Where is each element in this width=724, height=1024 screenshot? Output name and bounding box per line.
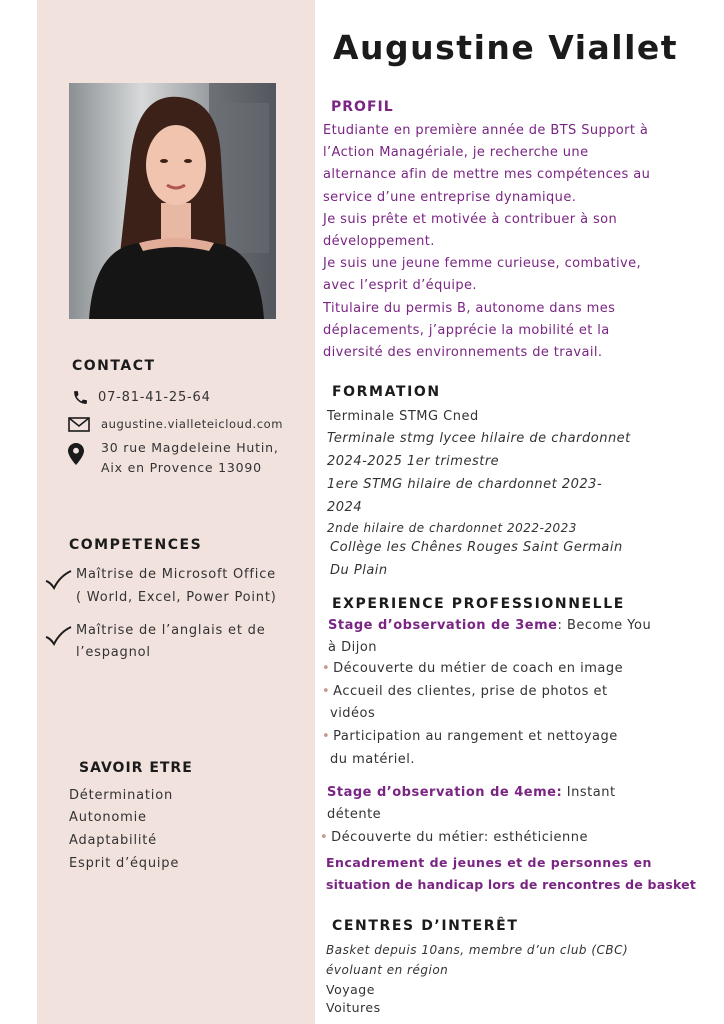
bullet-continuation: vidéos [330, 706, 376, 721]
encadrement-line2: situation de handicap lors de rencontres de basket [326, 877, 697, 892]
profil-line: Je suis une jeune femme curieuse, combative, [323, 256, 642, 272]
stage-1-heading [328, 618, 651, 633]
bullet-text: Découverte du métier: esthéticienne [331, 830, 588, 845]
bullet-text: Accueil des clientes, prise de photos et [333, 684, 608, 699]
stage-2-place: Instant [562, 785, 616, 800]
contact-address-line1: 30 rue Magdeleine Hutin, [101, 440, 279, 455]
bullet-text: Découverte du métier de coach en image [333, 661, 624, 676]
interets-title: CENTRES D’INTERÊT [332, 918, 519, 934]
profil-line: avec l’esprit d’équipe. [323, 278, 477, 294]
savoir-etre-title: SAVOIR ETRE [79, 760, 193, 776]
savoir-etre-item: Détermination [69, 788, 174, 803]
interet-line: évoluant en région [326, 963, 449, 977]
profil-line: Je suis prête et motivée à contribuer à son [323, 211, 618, 227]
mail-icon [68, 417, 90, 432]
competences-title: COMPETENCES [69, 537, 203, 553]
experience-title: EXPERIENCE PROFESSIONNELLE [332, 596, 625, 612]
formation-line: Terminale stmg lycee hilaire de chardonnet [327, 431, 631, 446]
formation-line: Collège les Chênes Rouges Saint Germain [330, 540, 623, 555]
profil-text [323, 120, 673, 364]
contact-email: augustine.vialleteicloud.com [101, 417, 284, 431]
profil-line: déplacements, j’apprécie la mobilité et la [323, 322, 610, 338]
formation-line: Terminale STMG Cned [327, 409, 479, 424]
experience-bullet: • Découverte du métier: esthéticienne [320, 830, 588, 845]
savoir-etre-item: Adaptabilité [69, 833, 157, 848]
competence-1-line1: Maîtrise de Microsoft Office [76, 567, 276, 582]
formation-line: 2024-2025 1er trimestre [327, 454, 500, 469]
formation-line: 2nde hilaire de chardonnet 2022-2023 [327, 521, 577, 535]
profil-title: PROFIL [331, 99, 394, 115]
formation-line: Du Plain [330, 563, 388, 578]
stage-2-place-line2: détente [327, 807, 382, 822]
profil-line: service d’une entreprise dynamique. [323, 189, 577, 205]
savoir-etre-item: Autonomie [69, 810, 147, 825]
profil-line: Titulaire du permis B, autonome dans mes [323, 300, 616, 316]
stage-2-label: Stage d’observation de 4eme: [327, 785, 563, 800]
profil-line: développement. [323, 234, 435, 250]
contact-title: CONTACT [72, 358, 156, 374]
profil-line: alternance afin de mettre mes compétences au [323, 167, 651, 183]
profil-line: diversité des environnements de travail. [323, 345, 603, 361]
stage-2-heading [327, 785, 616, 800]
savoir-etre-item: Esprit d’équipe [69, 856, 180, 871]
interet-line: Voyage [326, 982, 375, 997]
profil-line: Etudiante en première année de BTS Support à [323, 123, 649, 138]
profil-line: l’Action Managériale, je recherche une [323, 145, 589, 161]
phone-icon [72, 389, 89, 406]
experience-bullet: • Participation au rangement et nettoyage [322, 729, 618, 744]
experience-bullet: • Découverte du métier de coach en image [322, 661, 624, 676]
full-name: Augustine Viallet [333, 28, 679, 67]
interet-line: Voitures [326, 1000, 381, 1015]
checkmark-icon [44, 570, 72, 590]
bullet-text: Participation au rangement et nettoyage [333, 729, 618, 744]
interet-line: Basket depuis 10ans, membre d’un club (CBC) [326, 943, 629, 957]
formation-title: FORMATION [332, 384, 441, 400]
experience-bullet: • Accueil des clientes, prise de photos et [322, 684, 608, 699]
competence-2-line2: l’espagnol [76, 645, 151, 660]
formation-line: 2024 [327, 500, 363, 515]
contact-address-line2: Aix en Provence 13090 [101, 460, 262, 475]
formation-line: 1ere STMG hilaire de chardonnet 2023- [327, 477, 603, 492]
contact-phone: 07-81-41-25-64 [98, 390, 211, 405]
checkmark-icon [44, 626, 72, 646]
bullet-continuation: du matériel. [330, 752, 416, 767]
stage-1-place: : Become You [557, 618, 652, 633]
encadrement-line1: Encadrement de jeunes et de personnes en [326, 855, 652, 870]
profile-photo [69, 83, 276, 319]
competence-1-line2: ( World, Excel, Power Point) [76, 590, 277, 605]
stage-1-city: à Dijon [328, 640, 378, 655]
competence-2-line1: Maîtrise de l’anglais et de [76, 623, 266, 638]
stage-1-label: Stage d’observation de 3eme [328, 618, 558, 633]
location-pin-icon [68, 443, 84, 465]
